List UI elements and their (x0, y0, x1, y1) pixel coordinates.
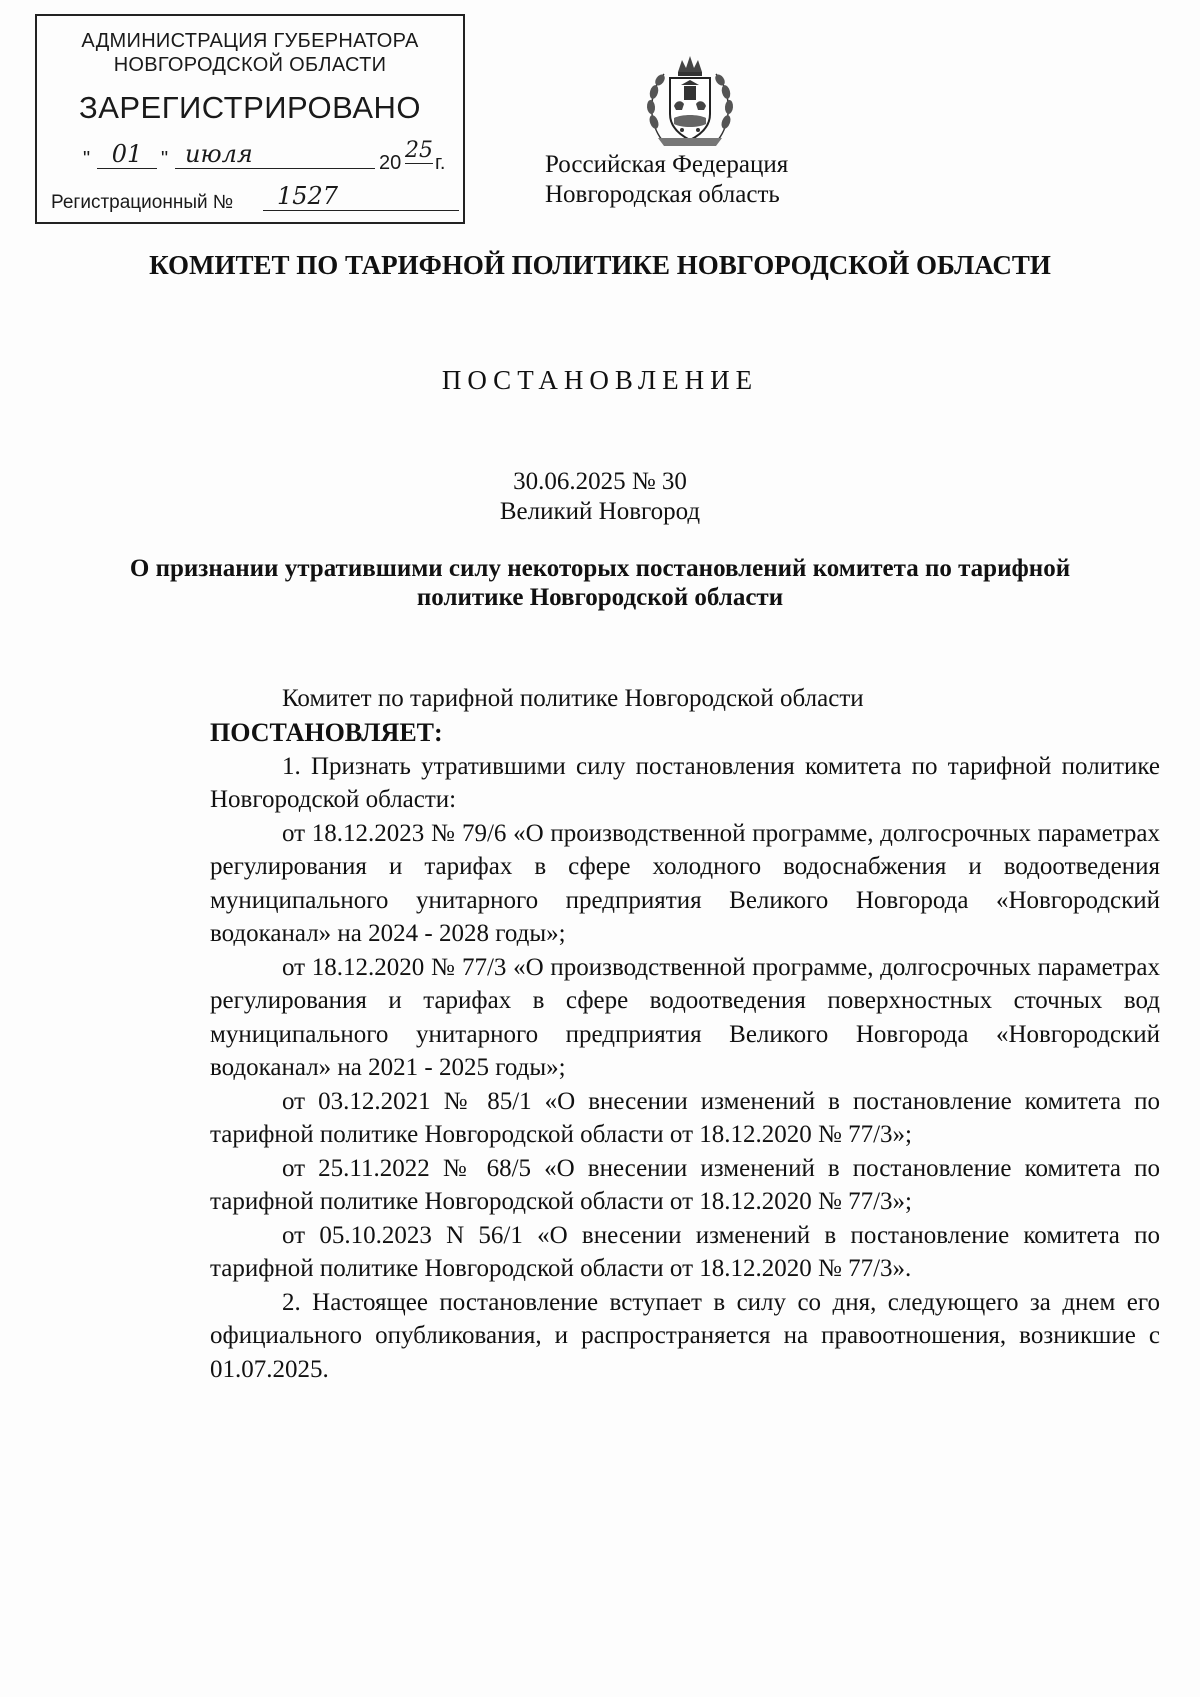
stamp-year-suffix: 25 (405, 138, 433, 163)
region-name: Новгородская область (545, 181, 780, 208)
stamp-quote-open: " (83, 148, 91, 170)
document-body (210, 682, 1160, 1386)
stamp-date (83, 138, 463, 178)
stamp-registered: ЗАРЕГИСТРИРОВАНО (78, 90, 421, 125)
stamp-quote-close: " (161, 148, 169, 170)
stamp-number-label: Регистрационный № (51, 192, 234, 213)
repealed-item: от 05.10.2023 N 56/1 «О внесении изменений в постановление комитета по тарифной политике Новгородской области от 18.12.2020 № 77/3». (210, 1221, 1160, 1282)
document-city: Великий Новгород (499, 498, 701, 525)
paragraph-1: 1. Признать утратившими силу постановления комитета по тарифной политике Новгородской области: (210, 752, 1160, 813)
paragraph-2: 2. Настоящее постановление вступает в силу со дня, следующего за днем его официального опубликования, и распространяется на правоотношения, возникшие с 01.07.2025. (210, 1288, 1160, 1383)
stamp-line-1: АДМИНИСТРАЦИЯ ГУБЕРНАТОРА (81, 30, 419, 52)
stamp-month: июля (175, 140, 375, 169)
stamp-number-row (51, 182, 461, 216)
committee-title: КОМИТЕТ ПО ТАРИФНОЙ ПОЛИТИКЕ НОВГОРОДСКОЙ ОБЛАСТИ (149, 250, 1051, 280)
stamp-day: 01 (97, 140, 157, 169)
country-name: Российская Федерация (545, 151, 789, 178)
stamp-year-prefix: 20 (379, 152, 402, 174)
repealed-item: от 25.11.2022 № 68/5 «О внесении изменений в постановление комитета по тарифной политике Новгородской области от 18.12.2020 № 77/3»; (210, 1154, 1160, 1215)
novgorod-coat-of-arms-icon (640, 52, 740, 152)
document-subject: О признании утратившими силу некоторых постановлений комитета по тарифной политике Новгородской области (129, 555, 1071, 611)
resolves-heading: ПОСТАНОВЛЯЕТ: (210, 717, 443, 747)
repealed-item: от 18.12.2020 № 77/3 «О производственной программе, долгосрочных параметрах регулирования и тарифах в сфере водоотведения поверхностных сточных вод муниципального унитарного предприятия Великого Новгорода «Новгородский водоканал» на 2021 - 2025 годы»; (210, 953, 1160, 1081)
country-region (545, 150, 865, 210)
stamp-year-letter: г. (435, 152, 446, 174)
registration-stamp (35, 14, 465, 224)
stamp-line-2: НОВГОРОДСКОЙ ОБЛАСТИ (113, 54, 387, 76)
document-date-number: 30.06.2025 № 30 (513, 468, 687, 495)
stamp-number: 1527 (263, 182, 459, 211)
repealed-item: от 03.12.2021 № 85/1 «О внесении изменений в постановление комитета по тарифной политике Новгородской области от 18.12.2020 № 77/3»; (210, 1087, 1160, 1148)
document-type: ПОСТАНОВЛЕНИЕ (441, 365, 759, 395)
intro-paragraph: Комитет по тарифной политике Новгородской области (282, 685, 864, 712)
repealed-item: от 18.12.2023 № 79/6 «О производственной программе, долгосрочных параметрах регулирования и тарифах в сфере холодного водоснабжения и водоотведения муниципального унитарного предприятия Великого Новгорода «Новгородский водоканал» на 2024 - 2028 годы»; (210, 819, 1160, 947)
